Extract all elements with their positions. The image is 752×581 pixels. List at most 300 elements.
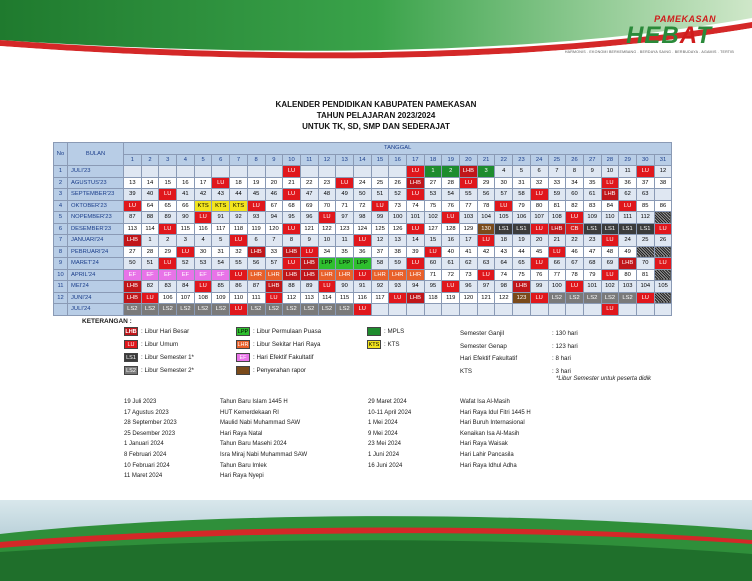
calendar-cell: 4 bbox=[495, 166, 513, 178]
calendar-cell bbox=[318, 166, 336, 178]
calendar-cell: LPP bbox=[353, 258, 371, 270]
calendar-cell: 115 bbox=[336, 292, 354, 304]
calendar-cell: 120 bbox=[265, 223, 283, 235]
calendar-cell: 68 bbox=[583, 258, 601, 270]
calendar-cell: 27 bbox=[424, 177, 442, 189]
calendar-cell: 81 bbox=[548, 200, 566, 212]
calendar-cell: 88 bbox=[141, 212, 159, 224]
holiday-name: Kenaikan Isa Al-Masih bbox=[460, 430, 520, 437]
calendar-cell: 109 bbox=[212, 292, 230, 304]
calendar-cell: 118 bbox=[230, 223, 248, 235]
legend-item-mpls bbox=[367, 327, 404, 336]
calendar-cell: 60 bbox=[424, 258, 442, 270]
calendar-cell bbox=[654, 189, 672, 201]
calendar-cell: LU bbox=[460, 177, 478, 189]
calendar-cell: 112 bbox=[636, 212, 654, 224]
calendar-cell: LU bbox=[336, 177, 354, 189]
legend-item-rapor bbox=[236, 366, 306, 375]
holiday-date: 28 September 2023 bbox=[124, 420, 177, 427]
calendar-cell: 29 bbox=[477, 177, 495, 189]
calendar-cell: 90 bbox=[177, 212, 195, 224]
calendar-cell: 45 bbox=[530, 246, 548, 258]
calendar-cell: LU bbox=[654, 258, 672, 270]
table-row bbox=[54, 281, 672, 293]
calendar-cell: 126 bbox=[389, 223, 407, 235]
calendar-cell: 125 bbox=[371, 223, 389, 235]
holiday-name: HUT Kemerdekaan RI bbox=[220, 409, 279, 416]
day-header-18: 18 bbox=[424, 154, 442, 166]
legend-label: : Libur Hari Besar bbox=[141, 328, 190, 335]
calendar-cell: LU bbox=[177, 246, 195, 258]
calendar-cell: 11 bbox=[619, 166, 637, 178]
holiday-name: Isra Miraj Nabi Muhammad SAW bbox=[220, 452, 308, 458]
calendar-cell: 122 bbox=[495, 292, 513, 304]
calendar-cell: 99 bbox=[530, 281, 548, 293]
calendar-cell: 7 bbox=[548, 166, 566, 178]
holiday-name: Tahun Baru Islam 1445 H bbox=[220, 399, 288, 405]
calendar-cell: 69 bbox=[601, 258, 619, 270]
table-row bbox=[54, 200, 672, 212]
calendar-cell: 63 bbox=[477, 258, 495, 270]
calendar-cell: 48 bbox=[318, 189, 336, 201]
calendar-cell: 72 bbox=[442, 269, 460, 281]
calendar-cell: 69 bbox=[300, 200, 318, 212]
legend-label: : Libur Semester 2* bbox=[141, 367, 194, 374]
calendar-cell: 82 bbox=[141, 281, 159, 293]
calendar-cell: LHR bbox=[247, 269, 265, 281]
calendar-cell: 1 bbox=[141, 235, 159, 247]
calendar-cell: LHR bbox=[407, 269, 425, 281]
calendar-cell: LS2 bbox=[283, 304, 301, 316]
header-month: BULAN bbox=[68, 143, 124, 166]
calendar-cell: 23 bbox=[318, 177, 336, 189]
holiday-date: 1 Januari 2024 bbox=[124, 441, 164, 448]
calendar-cell: 110 bbox=[230, 292, 248, 304]
calendar-cell: 100 bbox=[389, 212, 407, 224]
calendar-cell: LU bbox=[194, 212, 212, 224]
calendar-cell: 93 bbox=[247, 212, 265, 224]
row-number: 10 bbox=[54, 269, 68, 281]
calendar-cell: 59 bbox=[548, 189, 566, 201]
calendar-cell: 65 bbox=[513, 258, 531, 270]
calendar-cell: 31 bbox=[513, 177, 531, 189]
calendar-cell: LU bbox=[407, 223, 425, 235]
table-row bbox=[54, 246, 672, 258]
calendar-cell: 97 bbox=[477, 281, 495, 293]
calendar-cell bbox=[371, 304, 389, 316]
calendar-cell: LHR bbox=[265, 269, 283, 281]
calendar-cell: 105 bbox=[495, 212, 513, 224]
calendar-cell: LS2 bbox=[566, 292, 584, 304]
row-month: JANUARI'24 bbox=[68, 235, 124, 247]
calendar-cell: LU bbox=[636, 292, 654, 304]
calendar-cell: 20 bbox=[530, 235, 548, 247]
calendar-cell: 90 bbox=[336, 281, 354, 293]
day-header-10: 10 bbox=[283, 154, 301, 166]
calendar-cell: LU bbox=[389, 292, 407, 304]
calendar-cell: 104 bbox=[477, 212, 495, 224]
calendar-cell: LU bbox=[159, 258, 177, 270]
calendar-cell: 67 bbox=[265, 200, 283, 212]
calendar-cell bbox=[407, 304, 425, 316]
logo-small-text: PAMEKASAN bbox=[654, 14, 716, 24]
row-month: PEBRUARI'24 bbox=[68, 246, 124, 258]
calendar-cell: 86 bbox=[230, 281, 248, 293]
legend-label: : Libur Umum bbox=[141, 341, 179, 348]
day-header-15: 15 bbox=[371, 154, 389, 166]
calendar-cell: 37 bbox=[371, 246, 389, 258]
calendar-cell: 115 bbox=[177, 223, 195, 235]
calendar-cell: 62 bbox=[460, 258, 478, 270]
calendar-cell: 87 bbox=[124, 212, 142, 224]
row-month: MARET'24 bbox=[68, 258, 124, 270]
day-header-12: 12 bbox=[318, 154, 336, 166]
calendar-cell: KTS bbox=[194, 200, 212, 212]
calendar-cell: 18 bbox=[495, 235, 513, 247]
calendar-cell: LU bbox=[159, 189, 177, 201]
holiday-name: Hari Raya Waisak bbox=[460, 441, 508, 448]
calendar-cell: 92 bbox=[230, 212, 248, 224]
day-header-27: 27 bbox=[583, 154, 601, 166]
calendar-cell: 54 bbox=[212, 258, 230, 270]
holiday-date: 19 Juli 2023 bbox=[124, 399, 157, 405]
row-number: 3 bbox=[54, 189, 68, 201]
calendar-cell: 31 bbox=[212, 246, 230, 258]
calendar-cell: 49 bbox=[619, 246, 637, 258]
calendar-cell: 104 bbox=[636, 281, 654, 293]
calendar-cell: 107 bbox=[177, 292, 195, 304]
calendar-cell: 113 bbox=[300, 292, 318, 304]
day-header-26: 26 bbox=[566, 154, 584, 166]
calendar-cell bbox=[212, 166, 230, 178]
calendar-cell: 123 bbox=[513, 292, 531, 304]
semester-value: : 130 hari bbox=[552, 330, 578, 337]
calendar-cell: LS2 bbox=[194, 304, 212, 316]
legend-label: : Libur Semester 1* bbox=[141, 354, 194, 361]
bottom-banner-decoration bbox=[0, 500, 752, 581]
calendar-cell: 64 bbox=[495, 258, 513, 270]
calendar-cell: LU bbox=[566, 281, 584, 293]
calendar-cell: 74 bbox=[495, 269, 513, 281]
calendar-cell: 123 bbox=[336, 223, 354, 235]
calendar-cell: 38 bbox=[654, 177, 672, 189]
calendar-cell: 42 bbox=[194, 189, 212, 201]
day-header-11: 11 bbox=[300, 154, 318, 166]
calendar-cell: LHB bbox=[300, 269, 318, 281]
logo-big-prefix: HEB bbox=[626, 22, 680, 49]
calendar-cell: KTS bbox=[230, 200, 248, 212]
calendar-cell: 36 bbox=[619, 177, 637, 189]
calendar-cell: LHR bbox=[371, 269, 389, 281]
row-number: 12 bbox=[54, 292, 68, 304]
calendar-cell: 108 bbox=[548, 212, 566, 224]
calendar-cell: 79 bbox=[513, 200, 531, 212]
calendar-cell: 56 bbox=[477, 189, 495, 201]
legend-swatch bbox=[367, 327, 381, 336]
holiday-name: Hari Raya Idhul Adha bbox=[460, 462, 517, 469]
calendar-cell: 117 bbox=[371, 292, 389, 304]
row-month: DESEMBER'23 bbox=[68, 223, 124, 235]
calendar-cell: 55 bbox=[460, 189, 478, 201]
calendar-cell: 10 bbox=[601, 166, 619, 178]
day-header-31: 31 bbox=[654, 154, 672, 166]
calendar-cell: 121 bbox=[300, 223, 318, 235]
calendar-cell: 67 bbox=[566, 258, 584, 270]
calendar-cell: 77 bbox=[460, 200, 478, 212]
calendar-cell: LS2 bbox=[583, 292, 601, 304]
calendar-cell: LU bbox=[530, 223, 548, 235]
calendar-cell: 102 bbox=[424, 212, 442, 224]
legend-swatch: LHR bbox=[237, 341, 249, 348]
row-number: 6 bbox=[54, 223, 68, 235]
calendar-cell: LS2 bbox=[124, 304, 142, 316]
calendar-cell: 89 bbox=[300, 281, 318, 293]
calendar-cell: 101 bbox=[407, 212, 425, 224]
calendar-cell: 41 bbox=[177, 189, 195, 201]
calendar-cell: LS2 bbox=[265, 304, 283, 316]
calendar-cell: 32 bbox=[230, 246, 248, 258]
calendar-cell: EF bbox=[212, 269, 230, 281]
calendar-cell: 78 bbox=[477, 200, 495, 212]
calendar-cell: 51 bbox=[141, 258, 159, 270]
semester-label: Semester Genap bbox=[460, 342, 507, 350]
calendar-cell: 81 bbox=[636, 269, 654, 281]
calendar-cell: LU bbox=[230, 269, 248, 281]
calendar-cell: LHB bbox=[265, 281, 283, 293]
calendar-cell: 13 bbox=[124, 177, 142, 189]
calendar-cell: 74 bbox=[407, 200, 425, 212]
holiday-name: Maulid Nabi Muhammad SAW bbox=[220, 420, 301, 427]
title-line-3: UNTUK TK, SD, SMP DAN SEDERAJAT bbox=[302, 122, 450, 131]
row-month: MEI'24 bbox=[68, 281, 124, 293]
semester-label: Semester Ganjil bbox=[460, 330, 505, 337]
day-header-6: 6 bbox=[212, 154, 230, 166]
holiday-date: 9 Mei 2024 bbox=[368, 430, 398, 437]
calendar-cell: 103 bbox=[460, 212, 478, 224]
calendar-cell: 80 bbox=[619, 269, 637, 281]
calendar-cell: 59 bbox=[389, 258, 407, 270]
calendar-cell: LS1 bbox=[583, 223, 601, 235]
holiday-name: Wafat Isa Al-Masih bbox=[460, 399, 510, 405]
calendar-cell: 78 bbox=[566, 269, 584, 281]
calendar-cell: 80 bbox=[530, 200, 548, 212]
calendar-cell: 53 bbox=[424, 189, 442, 201]
calendar-cell: 57 bbox=[495, 189, 513, 201]
calendar-cell: LU bbox=[124, 200, 142, 212]
legend-swatch: EF bbox=[236, 353, 250, 362]
calendar-cell: LU bbox=[601, 304, 619, 316]
day-header-20: 20 bbox=[460, 154, 478, 166]
legend-item-ls2 bbox=[124, 366, 194, 375]
calendar-cell: 4 bbox=[194, 235, 212, 247]
semester-value: : 123 hari bbox=[552, 342, 578, 350]
legend-label: : KTS bbox=[384, 341, 400, 348]
calendar-cell: LU bbox=[194, 281, 212, 293]
calendar-cell: LU bbox=[353, 269, 371, 281]
calendar-cell: 109 bbox=[583, 212, 601, 224]
holiday-date: 11 Maret 2024 bbox=[124, 473, 163, 480]
calendar-cell: LU bbox=[159, 223, 177, 235]
legend-swatch: LHB bbox=[125, 328, 137, 335]
calendar-cell: 85 bbox=[212, 281, 230, 293]
holiday-name: Tahun Baru Imlek bbox=[220, 462, 267, 469]
table-row bbox=[54, 304, 672, 316]
calendar-cell: LU bbox=[601, 235, 619, 247]
legend-item-ef bbox=[236, 353, 314, 362]
calendar-cell: 68 bbox=[283, 200, 301, 212]
calendar-cell: 106 bbox=[513, 212, 531, 224]
calendar-cell: LHB bbox=[407, 177, 425, 189]
calendar-cell: 84 bbox=[177, 281, 195, 293]
legend-item-lpp bbox=[236, 327, 321, 336]
calendar-cell: LU bbox=[283, 223, 301, 235]
calendar-cell: LS2 bbox=[601, 292, 619, 304]
calendar-cell: 70 bbox=[636, 258, 654, 270]
holiday-date: 16 Juni 2024 bbox=[368, 462, 403, 469]
calendar-cell bbox=[353, 166, 371, 178]
calendar-cell: 23 bbox=[583, 235, 601, 247]
calendar-cell: 20 bbox=[265, 177, 283, 189]
calendar-cell: 91 bbox=[212, 212, 230, 224]
logo-big-suffix: T bbox=[696, 22, 712, 49]
table-row bbox=[54, 189, 672, 201]
calendar-cell: 30 bbox=[194, 246, 212, 258]
holiday-name: Hari Buruh Internasional bbox=[460, 420, 525, 427]
calendar-cell: LS2 bbox=[318, 304, 336, 316]
legend-swatch: LS2 bbox=[124, 366, 138, 375]
calendar-cell: 111 bbox=[619, 212, 637, 224]
legend-item-lhr bbox=[236, 340, 320, 349]
calendar-cell: 11 bbox=[336, 235, 354, 247]
holiday-date: 17 Agustus 2023 bbox=[124, 409, 169, 416]
holiday-name: Hari Raya Idul Fitri 1445 H bbox=[460, 409, 531, 416]
table-row bbox=[54, 223, 672, 235]
calendar-cell: 15 bbox=[424, 235, 442, 247]
calendar-cell bbox=[530, 304, 548, 316]
row-month: JUNI'24 bbox=[68, 292, 124, 304]
legend-swatch: LPP bbox=[237, 328, 249, 335]
day-header-25: 25 bbox=[548, 154, 566, 166]
calendar-cell: 13 bbox=[389, 235, 407, 247]
calendar-cell: LPP bbox=[336, 258, 354, 270]
semester-label: KTS bbox=[460, 367, 473, 375]
calendar-cell: 46 bbox=[566, 246, 584, 258]
calendar-cell: LPP bbox=[318, 258, 336, 270]
day-header-4: 4 bbox=[177, 154, 195, 166]
calendar-cell bbox=[619, 304, 637, 316]
calendar-cell: LU bbox=[283, 189, 301, 201]
calendar-cell bbox=[389, 166, 407, 178]
legend-label: : MPLS bbox=[384, 328, 405, 335]
calendar-cell: 33 bbox=[548, 177, 566, 189]
holiday-date: 10-11 April 2024 bbox=[368, 409, 412, 416]
calendar-cell: LU bbox=[371, 200, 389, 212]
calendar-cell: 7 bbox=[265, 235, 283, 247]
calendar-cell: 39 bbox=[407, 246, 425, 258]
calendar-cell: 110 bbox=[601, 212, 619, 224]
calendar-cell: 117 bbox=[212, 223, 230, 235]
calendar-cell: LHB bbox=[283, 269, 301, 281]
holiday-name: Hari Raya Nyepi bbox=[220, 473, 264, 480]
calendar-cell: 19 bbox=[247, 177, 265, 189]
calendar-cell: 33 bbox=[265, 246, 283, 258]
calendar-cell: 47 bbox=[583, 246, 601, 258]
holiday-date: 10 Februari 2024 bbox=[124, 462, 170, 469]
calendar-cell: LHB bbox=[460, 166, 478, 178]
day-header-14: 14 bbox=[353, 154, 371, 166]
calendar-cell: 118 bbox=[424, 292, 442, 304]
calendar-cell: 32 bbox=[530, 177, 548, 189]
row-number: 1 bbox=[54, 166, 68, 178]
day-header-9: 9 bbox=[265, 154, 283, 166]
calendar-cell bbox=[477, 304, 495, 316]
calendar-cell: 50 bbox=[124, 258, 142, 270]
calendar-cell bbox=[654, 304, 672, 316]
calendar-cell: 3 bbox=[477, 166, 495, 178]
calendar-cell bbox=[194, 166, 212, 178]
day-header-row bbox=[54, 154, 672, 166]
calendar-cell: 52 bbox=[389, 189, 407, 201]
calendar-cell: 121 bbox=[477, 292, 495, 304]
calendar-cell: 76 bbox=[442, 200, 460, 212]
calendar-cell: 44 bbox=[230, 189, 248, 201]
logo-big-accent: A bbox=[679, 22, 697, 49]
holiday-date: 1 Juni 2024 bbox=[368, 452, 400, 458]
calendar-cell: 29 bbox=[159, 246, 177, 258]
day-header-23: 23 bbox=[513, 154, 531, 166]
calendar-cell: 14 bbox=[141, 177, 159, 189]
calendar-cell bbox=[230, 166, 248, 178]
day-header-13: 13 bbox=[336, 154, 354, 166]
calendar-cell: LHB bbox=[283, 246, 301, 258]
row-month: AGUSTUS'23 bbox=[68, 177, 124, 189]
calendar-cell bbox=[124, 166, 142, 178]
calendar-cell: 55 bbox=[230, 258, 248, 270]
calendar-cell: LU bbox=[601, 177, 619, 189]
table-row bbox=[54, 166, 672, 178]
calendar-cell: LU bbox=[548, 246, 566, 258]
calendar-cell: LU bbox=[230, 304, 248, 316]
table-row bbox=[54, 292, 672, 304]
calendar-cell: LU bbox=[247, 200, 265, 212]
calendar-cell: 98 bbox=[353, 212, 371, 224]
calendar-cell: 122 bbox=[318, 223, 336, 235]
calendar-cell: 35 bbox=[583, 177, 601, 189]
calendar-cell: 30 bbox=[495, 177, 513, 189]
calendar-cell: 77 bbox=[548, 269, 566, 281]
calendar-cell bbox=[265, 166, 283, 178]
calendar-cell: 66 bbox=[177, 200, 195, 212]
calendar-cell: 70 bbox=[318, 200, 336, 212]
calendar-cell: LHB bbox=[601, 189, 619, 201]
calendar-cell: 127 bbox=[424, 223, 442, 235]
calendar-cell: 75 bbox=[513, 269, 531, 281]
calendar-cell: LHB bbox=[300, 258, 318, 270]
calendar-cell: 16 bbox=[442, 235, 460, 247]
calendar-cell: 22 bbox=[566, 235, 584, 247]
calendar-cell: 9 bbox=[583, 166, 601, 178]
day-header-29: 29 bbox=[619, 154, 637, 166]
calendar-cell: 108 bbox=[194, 292, 212, 304]
day-header-7: 7 bbox=[230, 154, 248, 166]
calendar-cell: 95 bbox=[283, 212, 301, 224]
day-header-16: 16 bbox=[389, 154, 407, 166]
calendar-cell: 12 bbox=[371, 235, 389, 247]
calendar-cell: LU bbox=[407, 166, 425, 178]
calendar-cell: 46 bbox=[265, 189, 283, 201]
calendar-cell: LU bbox=[353, 304, 371, 316]
calendar-cell: 47 bbox=[300, 189, 318, 201]
